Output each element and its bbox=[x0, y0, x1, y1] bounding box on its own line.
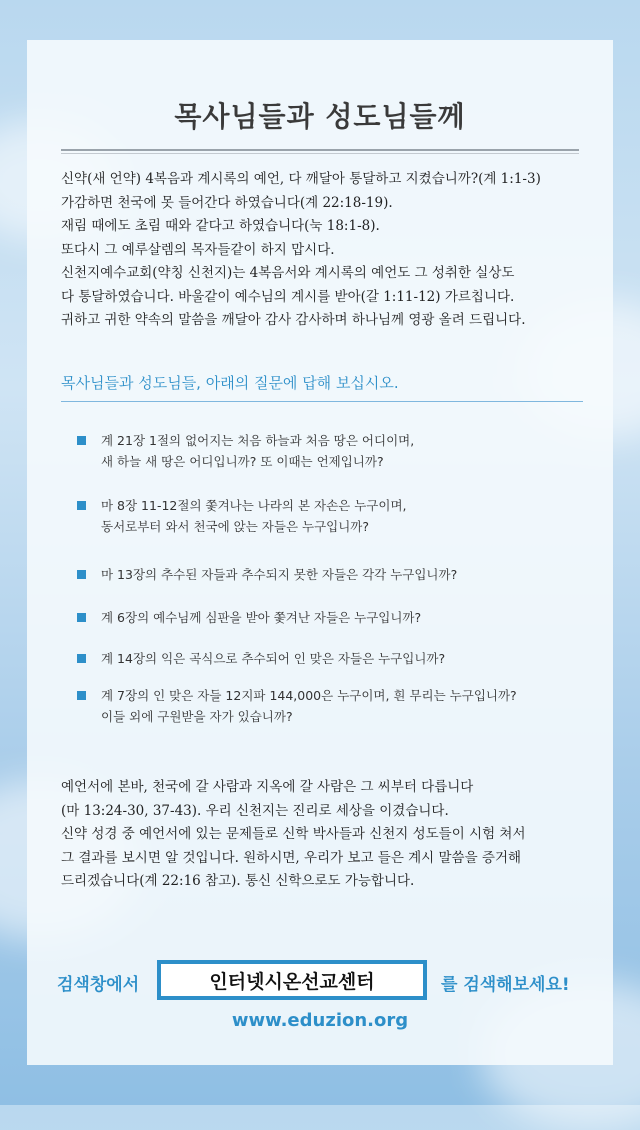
question-item bbox=[77, 607, 601, 628]
question-line: 계 14장의 익은 곡식으로 추수되어 인 맞은 자들은 누구입니까? bbox=[101, 651, 446, 666]
intro-line: 또다시 그 예루살렘의 목자들같이 하지 맙시다. bbox=[61, 241, 335, 258]
square-bullet-icon bbox=[77, 501, 86, 510]
question-item bbox=[77, 648, 601, 669]
title-divider bbox=[61, 149, 579, 154]
closing-line: 드리겠습니다(계 22:16 참고). 통신 신학으로도 가능합니다. bbox=[61, 873, 415, 889]
question-line: 동서로부터 와서 천국에 앉는 자들은 누구입니까? bbox=[101, 519, 370, 534]
website-link[interactable]: www.eduzion.org bbox=[231, 1010, 409, 1031]
closing-line: (마 13:24-30, 37-43). 우리 신천지는 진리로 세상을 이겼습니다. bbox=[61, 802, 449, 819]
closing-paragraph bbox=[61, 776, 591, 894]
search-callout bbox=[27, 960, 613, 1000]
question-item bbox=[77, 685, 601, 727]
intro-line: 다 통달하였습니다. 바울같이 예수님의 계시를 받아(갈 1:11-12) 가르칩니다. bbox=[61, 288, 515, 305]
search-prefix-text: 검색창에서 bbox=[57, 975, 140, 995]
intro-line: 신약(새 언약) 4복음과 계시록의 예언, 다 깨달아 통달하고 지켰습니까?(계 1:1-3) bbox=[61, 171, 541, 187]
square-bullet-icon bbox=[77, 570, 86, 579]
intro-line: 재림 때에도 초림 때와 같다고 하였습니다(눅 18:1-8). bbox=[61, 218, 380, 234]
content-panel bbox=[27, 40, 613, 1065]
question-line: 계 6장의 예수님께 심판을 받아 쫓겨난 자들은 누구입니까? bbox=[101, 610, 422, 625]
search-suffix-text: 를 검색해보세요! bbox=[441, 975, 570, 995]
question-divider bbox=[61, 401, 583, 402]
question-line: 마 13장의 추수된 자들과 추수되지 못한 자들은 각각 누구입니까? bbox=[101, 567, 458, 582]
closing-line: 그 결과를 보시면 알 것입니다. 원하시면, 우리가 보고 들은 계시 말씀을 증거해 bbox=[61, 849, 522, 866]
question-line: 이들 외에 구원받을 자가 있습니까? bbox=[101, 709, 293, 724]
question-item bbox=[77, 430, 601, 472]
search-keyword-box: 인터넷시온선교센터 bbox=[157, 960, 427, 1000]
intro-line: 귀하고 귀한 약속의 말씀을 깨달아 감사 감사하며 하나님께 영광 올려 드립니다. bbox=[61, 312, 526, 328]
intro-paragraph bbox=[61, 168, 591, 333]
closing-line: 예언서에 본바, 천국에 갈 사람과 지옥에 갈 사람은 그 씨부터 다릅니다 bbox=[61, 779, 474, 795]
closing-line: 신약 성경 중 예언서에 있는 문제들로 신학 박사들과 신천지 성도들이 시험 쳐서 bbox=[61, 826, 526, 842]
question-line: 마 8장 11-12절의 쫓겨나는 나라의 본 자손은 누구이며, bbox=[101, 498, 407, 513]
question-line: 새 하늘 새 땅은 어디입니까? 또 이때는 언제입니까? bbox=[101, 454, 384, 469]
square-bullet-icon bbox=[77, 613, 86, 622]
question-item bbox=[77, 495, 601, 537]
question-heading: 목사님들과 성도님들, 아래의 질문에 답해 보십시오. bbox=[61, 374, 399, 392]
square-bullet-icon bbox=[77, 691, 86, 700]
intro-line: 신천지예수교회(약칭 신천지)는 4복음서와 계시록의 예언도 그 성취한 실상도 bbox=[61, 265, 515, 281]
square-bullet-icon bbox=[77, 436, 86, 445]
question-item bbox=[77, 564, 601, 585]
square-bullet-icon bbox=[77, 654, 86, 663]
intro-line: 가감하면 천국에 못 들어간다 하였습니다(계 22:18-19). bbox=[61, 194, 393, 211]
page-title: 목사님들과 성도님들께 bbox=[174, 100, 466, 133]
question-line: 계 21장 1절의 없어지는 처음 하늘과 처음 땅은 어디이며, bbox=[101, 433, 415, 448]
question-line: 계 7장의 인 맞은 자들 12지파 144,000은 누구이며, 흰 무리는 누구입니까? bbox=[101, 688, 517, 703]
